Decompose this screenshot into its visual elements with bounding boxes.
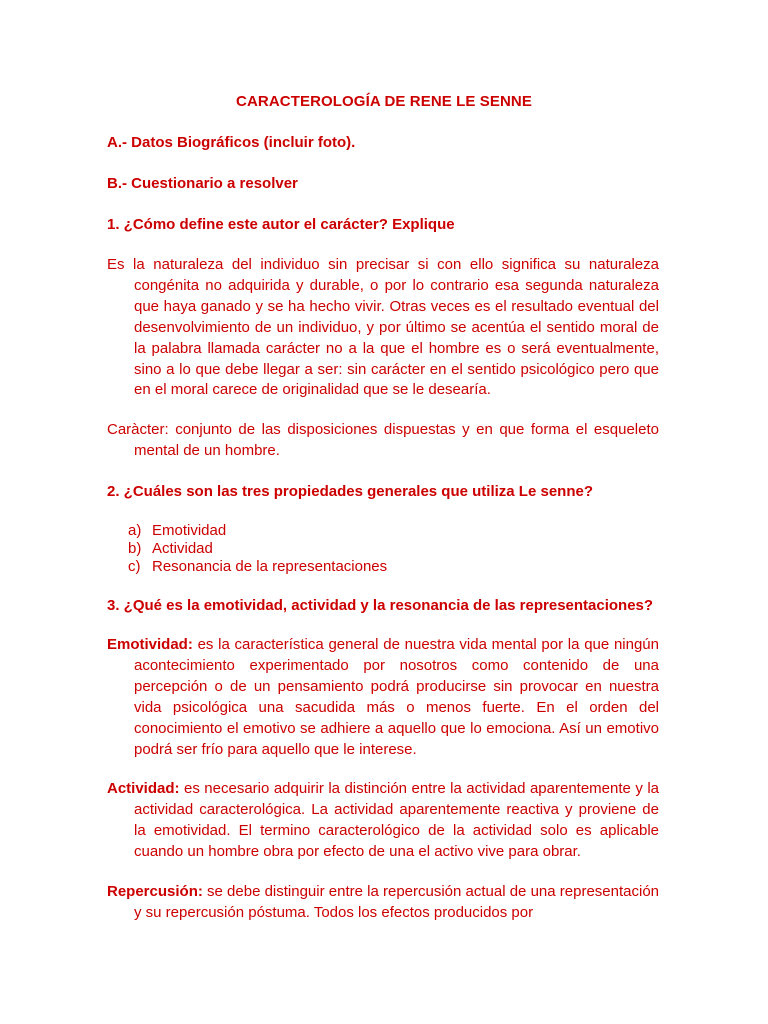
- list-marker: a): [128, 522, 142, 539]
- emotividad-text: es la característica general de nuestra vida mental por la que ningún acontecimiento experimentado por nosotros como contenido de una percepción o de un pensamiento podrá producirse sin provocar en nuestra vida psicológica una sacudida más o menos fuerte. En el orden del conocimiento el emotivo se adhiere a aquello que lo emociona. Así un emotivo podrá ser frío para aquello que le interese.: [134, 636, 659, 758]
- repercusion-paragraph: [107, 882, 659, 924]
- heading-question-3: 3. ¿Qué es la emotividad, actividad y la resonancia de las representaciones?: [107, 597, 654, 614]
- actividad-paragraph: [107, 779, 659, 863]
- list-marker: c): [128, 558, 141, 575]
- repercusion-term: Repercusión:: [107, 883, 203, 900]
- heading-questionnaire: B.- Cuestionario a resolver: [107, 175, 298, 192]
- answer-1-paragraph: Es la naturaleza del individuo sin precisar si con ello significa su naturaleza congénita no adquirida y durable, o por lo contrario esa segunda naturaleza que haya ganado y se ha hecho vivir. Otras veces es el resultado eventual del desenvolvimiento de un individuo, y por último se acentúa el sentido moral de la palabra llamada carácter no a la que el hombre es o será eventualmente, sino a lo que debe llegar a ser: sin carácter en el sentido psicológico pero que en el moral carece de originalidad que se le desearía.: [107, 256, 659, 399]
- list-item-text: Actividad: [152, 540, 213, 557]
- list-item: [128, 522, 387, 540]
- list-item-text: Resonancia de la representaciones: [152, 558, 388, 575]
- list-item-text: Emotividad: [152, 522, 227, 539]
- actividad-term: Actividad:: [107, 780, 180, 797]
- document-title: CARACTEROLOGÍA DE RENE LE SENNE: [236, 93, 532, 110]
- character-definition-paragraph: Caràcter: conjunto de las disposiciones dispuestas y en que forma el esqueleto mental de un hombre.: [107, 421, 659, 459]
- list-item: [128, 558, 387, 576]
- repercusion-text: se debe distinguir entre la repercusión actual de una representación y su repercusión póstuma. Todos los efectos producidos por: [134, 883, 659, 921]
- heading-biographical-data: A.- Datos Biográficos (incluir foto).: [107, 134, 356, 151]
- list-marker: b): [128, 540, 142, 557]
- properties-list: [128, 522, 387, 576]
- emotividad-term: Emotividad:: [107, 636, 193, 653]
- list-item: [128, 540, 387, 558]
- emotividad-paragraph: [107, 635, 659, 760]
- actividad-text: es necesario adquirir la distinción entre la actividad aparentemente y la actividad caracterológica. La actividad aparentemente reactiva y proviene de la emotividad. El termino caracterológico de la actividad solo es aplicable cuando un hombre obra por efecto de una el activo vive para obrar.: [134, 780, 659, 860]
- heading-question-2: 2. ¿Cuáles son las tres propiedades generales que utiliza Le senne?: [107, 483, 593, 500]
- heading-question-1: 1. ¿Cómo define este autor el carácter? Explique: [107, 216, 455, 233]
